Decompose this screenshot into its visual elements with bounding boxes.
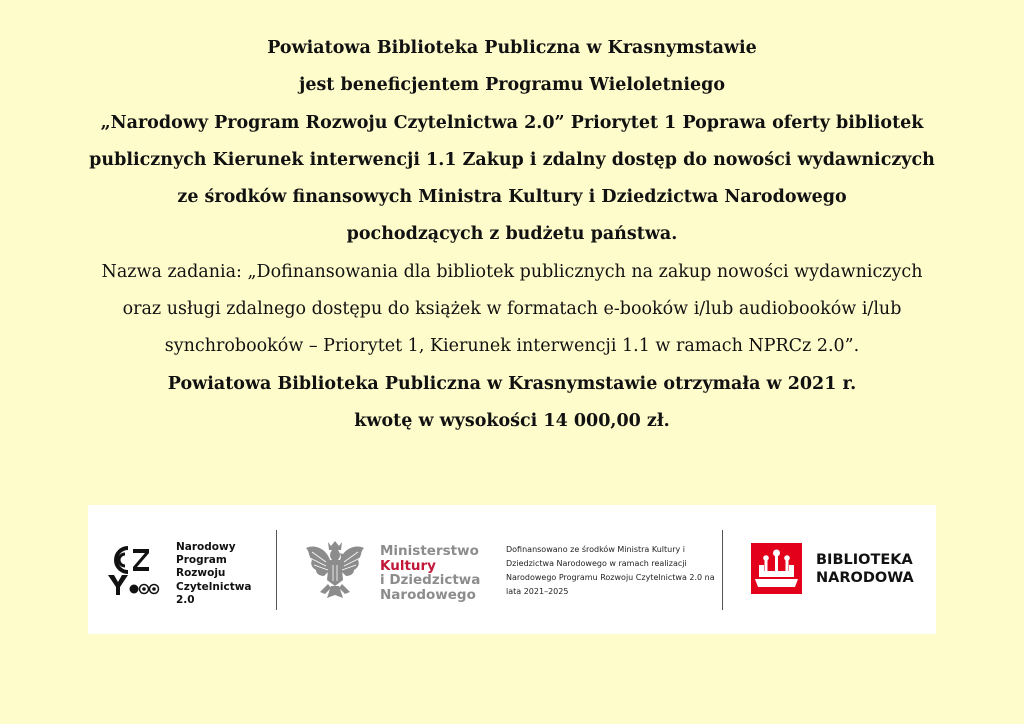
funding-note: Dofinansowano ze środków Ministra Kultury i Dziedzictwa Narodowego w ramach realizacji Narodowego Programu Rozwoju Czytelnictwa 2.0 na lata 2021–2025 xyxy=(506,545,715,596)
line-task-name: Nazwa zadania: „Dofinansowania dla bibliotek publicznych na zakup nowości wydawniczych xyxy=(101,261,923,282)
line-beneficiary: jest beneficjentem Programu Wieloletniego xyxy=(298,75,726,96)
line-funding-source: ze środków finansowych Ministra Kultury i Dziedzictwa Narodowego xyxy=(177,187,847,208)
nprc-logo-icon xyxy=(106,542,162,598)
divider xyxy=(276,530,277,610)
line-received: Powiatowa Biblioteka Publiczna w Krasnymstawie otrzymała w 2021 r. xyxy=(167,373,857,394)
ministry-name: Ministerstwo Kultury i Dziedzictwa Narodowego xyxy=(380,543,481,603)
biblioteka-narodowa-logo xyxy=(751,543,802,594)
line-task-priority: synchrobooków – Priorytet 1, Kierunek interwencji 1.1 w ramach NPRCz 2.0”. xyxy=(164,336,860,357)
crown-icon xyxy=(751,543,802,594)
line-program-priority: „Narodowy Program Rozwoju Czytelnictwa 2.0” Priorytet 1 Poprawa oferty bibliotek xyxy=(100,112,924,133)
line-library-name: Powiatowa Biblioteka Publiczna w Krasnymstawie xyxy=(267,38,757,58)
nprc-program-name: Narodowy Program Rozwoju Czytelnictwa 2.0 xyxy=(176,541,252,606)
polish-eagle-emblem-icon xyxy=(304,538,366,602)
line-intervention: publicznych Kierunek interwencji 1.1 Zakup i zdalny dostęp do nowości wydawniczych xyxy=(89,149,935,170)
line-task-services: oraz usługi zdalnego dostępu do książek w formatach e-booków i/lub audiobooków i/lub xyxy=(122,299,902,320)
line-state-budget: pochodzących z budżetu państwa. xyxy=(346,224,678,245)
announcement-text xyxy=(60,30,964,440)
line-amount: kwotę w wysokości 14 000,00 zł. xyxy=(354,410,670,431)
sponsor-logo-bar xyxy=(88,505,936,634)
divider xyxy=(722,530,723,610)
biblioteka-narodowa-name: BIBLIOTEKA NARODOWA xyxy=(816,552,914,586)
